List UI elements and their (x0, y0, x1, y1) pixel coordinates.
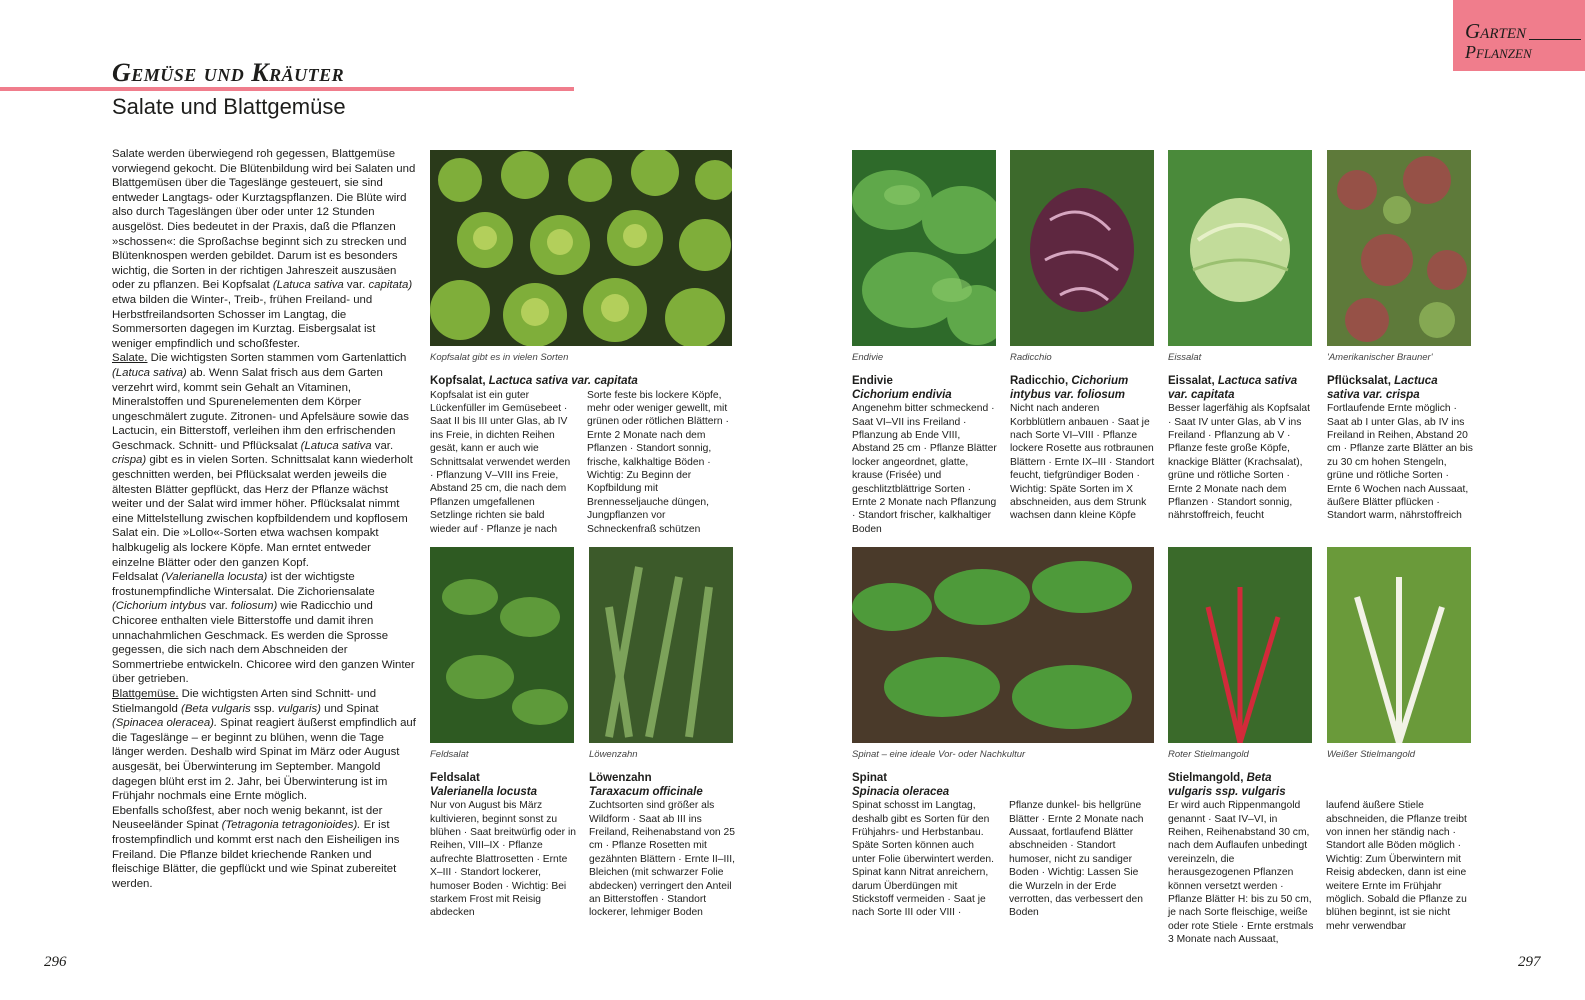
spinat-text: Spinat schosst im Langtag, deshalb gibt es Sorten für den Frühjahrs- und Herbstanbau. Späte Sorten können auch unter Folie überwintert werden. Spinat kann Nitrat anreichern, darum Überdüngen mit Stickstoff vermeiden · Saat je nach Sorte III oder VIII · Pflanze dunkel- bis hellgrüne Blätter · Ernte 2 Monate nach Aussaat, fortlaufend Blätter abschneiden · Standort humoser, nicht zu sandiger Boden · Wichtig: Lassen Sie die Wurzeln in der Erde verrotten, das verbessert den Boden (852, 800, 1144, 919)
page-number-right: 297 (1518, 954, 1541, 970)
loewenzahn-title: Löwenzahn (589, 772, 652, 784)
feldsalat-title: Feldsalat (430, 772, 480, 784)
spinat-latin: Spinacia oleracea (852, 785, 950, 798)
loewenzahn-entry (589, 772, 735, 920)
feldsalat-photo (430, 547, 574, 743)
badge-line-1: Garten (1465, 19, 1527, 43)
feldsalat-latin: Valerianella locusta (430, 785, 537, 798)
feldsalat-caption: Feldsalat (430, 749, 469, 760)
weisser-stielmangold-photo (1327, 547, 1471, 743)
intro-paragraph: Ebenfalls schoßfest, aber noch wenig bekannt, ist der Neuseeländer Spinat (Tetragonia tetragonioides). Er ist frostempfindlich und kommt erst nach den Eisheiligen ins Freiland. Die Pflanze bildet kriechende Ranken und fleischige Blätter, die gepflückt und wie Spinat zubereitet werden. (112, 804, 400, 890)
stielmangold-title: Stielmangold, Beta vulgaris ssp. vulgaris (1168, 772, 1286, 798)
stielmangold-text: Er wird auch Rippenmangold genannt · Saat IV–VI, in Reihen, Reihenabstand 30 cm, nach dem Auflaufen unbedingt vereinzeln, die herausgezogenen Pflanzen können versetzt werden · Pflanze Blätter H: bis zu 50 cm, je nach Sorte fleischige, weiße oder rote Stiele · Ernte erstmals 3 Monate nach Aussaat, laufend äußere Stiele abschneiden, die Pflanze treibt von innen her ständig nach · Standort alle Böden möglich · Wichtig: Zum Überwintern mit Reisig abdecken, dann ist eine weitere Ernte im Frühjahr möglich. Sobald die Pflanze zu blühen beginnt, ist sie nicht mehr verwendbar (1168, 800, 1467, 946)
pfluecksalat-entry (1327, 375, 1473, 523)
kopfsalat-text: Kopfsalat ist ein guter Lückenfüller im Gemüsebeet · Saat II bis III unter Glas, ab IV ins Freie, in dichten Reihen gesät, kann er auch wie Schnittsalat verwendet werden · Pflanzung V–VIII ins Freie, Abstand 25 cm, die nach dem Pflanzen umgefallenen Setzlinge richten sie bald wieder auf · Pflanze je nach Sorte feste bis lockere Köpfe, mehr oder weniger gewellt, mit grünen oder rötlichen Blättern · Ernte 2 Monate nach dem Pflanzen · Standort sonnig, frische, kalkhaltige Böden · Wichtig: Zu Beginn der Kopfbildung mit Brennesseljauche düngen, Jungpflanzen vor Schneckenfraß schützen (430, 389, 729, 535)
spinat-caption: Spinat – eine ideale Vor- oder Nachkultur (852, 749, 1026, 760)
kopfsalat-entry (430, 375, 732, 536)
section-badge (1453, 0, 1585, 71)
pfluecksalat-photo (1327, 150, 1471, 346)
feldsalat-entry (430, 772, 576, 920)
intro-text (112, 147, 416, 891)
page-number-left: 296 (44, 954, 67, 970)
loewenzahn-photo (589, 547, 733, 743)
endivie-photo (852, 150, 996, 346)
stielmangold-caption: Roter Stielmangold (1168, 749, 1249, 760)
eissalat-photo (1168, 150, 1312, 346)
endivie-title: Endivie (852, 375, 893, 387)
intro-paragraph: Feldsalat (Valerianella locusta) ist der wichtigste frostunempfindliche Wintersalat. Die Zichoriensalate (Cichorium intybus var. foliosum) wie Radicchio und Chicoree enthalten viele Bitterstoffe und damit ihren unnachahmlichen Geschmack. Es werden die Sprosse gegessen, die sich nach dem Abschneiden der Sommertriebe entwickeln. Chicoree wird den ganzen Winter über getrieben. (112, 571, 415, 686)
endivie-entry (852, 375, 998, 536)
eissalat-caption: Eissalat (1168, 352, 1202, 363)
section-subtitle: Salate und Blattgemüse (112, 94, 346, 119)
radicchio-photo (1010, 150, 1154, 346)
endivie-caption: Endivie (852, 352, 884, 363)
radicchio-text: Nicht nach anderen Korbblütlern anbauen · Saat je nach Sorte VI–VIII · Pflanze lockere Rosette aus rotbraunen Blättern · Ernte IX–III · Standort feucht, tiefgründiger Boden · Wichtig: Späte Sorten im X abschneiden, aus dem Strunk wachsen dann kleine Köpfe (1010, 403, 1155, 522)
kopfsalat-photo (430, 150, 732, 346)
kopfsalat-caption: Kopfsalat gibt es in vielen Sorten (430, 352, 569, 363)
feldsalat-text: Nur von August bis März kultivieren, beginnt sonst zu blühen · Saat breitwürfig oder in Reihen, VIII–IX · Pflanze aufrechte Blattrosetten · Ernte X–III · Standort lockerer, humoser Boden · Wichtig: Bei starkem Frost mit Reisig abdecken (430, 800, 576, 919)
radicchio-caption: Radicchio (1010, 352, 1052, 363)
spinat-title: Spinat (852, 772, 888, 784)
radicchio-title: Radicchio, Cichorium intybus var. foliosum (1010, 375, 1129, 401)
intro-paragraph: Salate werden überwiegend roh gegessen, Blattgemüse vorwiegend gekocht. Die Blütenbildung wird bei Salaten und Blattgemüsen über die Tageslänge gesteuert, sie sind entweder Langtags- oder Kurztagspflanzen. Die Blüte wird also durch Tageslängen über oder unter 12 Stunden ausgelöst. Dies bedeutet in der Praxis, daß die Pflanzen »schossen«: die Sproßachse beginnt sich zu strecken und Blütenknospen werden gebildet. Darum ist es besonders wichtig, die Sorten in der richtigen Jahreszeit auszusäen oder zu pflanzen. Bei Kopfsalat (Latuca sativa var. capitata) etwa bilden die Winter-, Treib-, frühen Freiland- und Herbstfreilandsorten Schosser im Langtag, die Sommersorten dagegen im Kurztag. Eisbergsalat ist weniger empfindlich und schoßfester. (112, 148, 416, 350)
radicchio-entry (1010, 375, 1156, 523)
stielmangold-photo (1168, 547, 1312, 743)
kopfsalat-title: Kopfsalat, Lactuca sativa var. capitata (430, 375, 638, 387)
eissalat-text: Besser lagerfähig als Kopfsalat · Saat IV unter Glas, ab V ins Freiland · Pflanzung ab V · Pflanze feste große Köpfe, knackige Blätter (Krachsalat), grüne und rötliche Sorten · Ernte 2 Monate nach dem Pflanzen · Standort sonnig, nährstoffreich, feucht (1168, 403, 1310, 522)
intro-paragraph: Blattgemüse. Die wichtigsten Arten sind Schnitt- und Stielmangold (Beta vulgaris ssp. vulgaris) und Spinat (Spinacea oleracea). Spinat reagiert äußerst empfindlich auf die Tageslänge – er beginnt zu blühen, wenn die Tage länger werden. Deshalb wird Spinat im März oder August ausgesät, bei Überwinterung im September. Mangold dagegen blüht erst im 2. Jahr, bei Überwinterung ist im Frühjahr nochmals eine Ernte möglich. (112, 687, 416, 803)
eissalat-title: Eissalat, Lactuca sativa var. capitata (1168, 375, 1298, 401)
loewenzahn-caption: Löwenzahn (589, 749, 638, 760)
loewenzahn-text: Zuchtsorten sind größer als Wildform · Saat ab III ins Freiland, Reihenabstand von 25 cm · Pflanze Rosetten mit gezähnten Blättern · Ernte II–III, Bleichen (mit schwarzer Folie abdecken) verringert den Anteil an Bitterstoffen · Standort lockerer, lehmiger Boden (589, 800, 735, 919)
endivie-text: Angenehm bitter schmeckend · Saat VI–VII ins Freiland · Pflanzung ab Ende VIII, Abstand 25 cm · Pflanze Blätter locker angeordnet, glatte, krause (Frisée) und geschlitztblättrige Sorten · Ernte 2 Monate nach Pflanzung · Standort frischer, kalkhaltiger Boden (852, 403, 997, 535)
pfluecksalat-text: Fortlaufende Ernte möglich · Saat ab I unter Glas, ab IV ins Freiland in Reihen, Abstand 20 cm · Pflanze zarte Blätter an bis zu 30 cm hohen Stengeln, grüne und rötliche Sorten · Ernte 6 Wochen nach Aussaat, äußere Blätter pflücken · Standort warm, nährstoffreich (1327, 403, 1473, 522)
intro-paragraph: Salate. Die wichtigsten Sorten stammen vom Gartenlattich (Latuca sativa) ab. Wenn Salat frisch aus dem Garten verzehrt wird, kommt sein Gehalt an Vitaminen, Mineralstoffen und Spurenelementen dem Körper ungeschmälert zugute. Zitronen- und Apfelsäure sowie das Lactucin, ein Bitterstoff, verleihen ihm den erfrischenden Geschmack. Schnitt- und Pflücksalat (Latuca sativa var. crispa) gibt es in vielen Sorten. Schnittsalat kann wiederholt geschnitten werden, bei Pflücksalat werden jeweils die ältesten Blätter gepflückt, das Herz der Pflanze wächst weiter und der Salat wird immer höher. Pflücksalat nimmt eine Mittelstellung zwischen kopfbildendem und kopflosem Salat ein. Die »Lollo«-Sorten etwa wachsen kompakt halbkugelig als lockere Köpfe. Man erntet entweder einzelne Blätter oder den ganzen Kopf. (112, 352, 413, 569)
spinat-photo (852, 547, 1154, 743)
eissalat-entry (1168, 375, 1314, 523)
stielmangold-entry (1168, 772, 1472, 947)
spinat-entry (852, 772, 1154, 920)
chapter-title: Gemüse und Kräuter (112, 58, 345, 87)
badge-line-2: Pflanzen (1465, 42, 1532, 62)
weisser-stielmangold-caption: Weißer Stielmangold (1327, 749, 1416, 760)
loewenzahn-latin: Taraxacum officinale (589, 785, 703, 798)
pfluecksalat-title: Pflücksalat, Lactuca sativa var. crispa (1327, 375, 1438, 401)
pfluecksalat-caption: 'Amerikanischer Brauner' (1327, 352, 1433, 363)
endivie-latin: Cichorium endivia (852, 388, 952, 401)
